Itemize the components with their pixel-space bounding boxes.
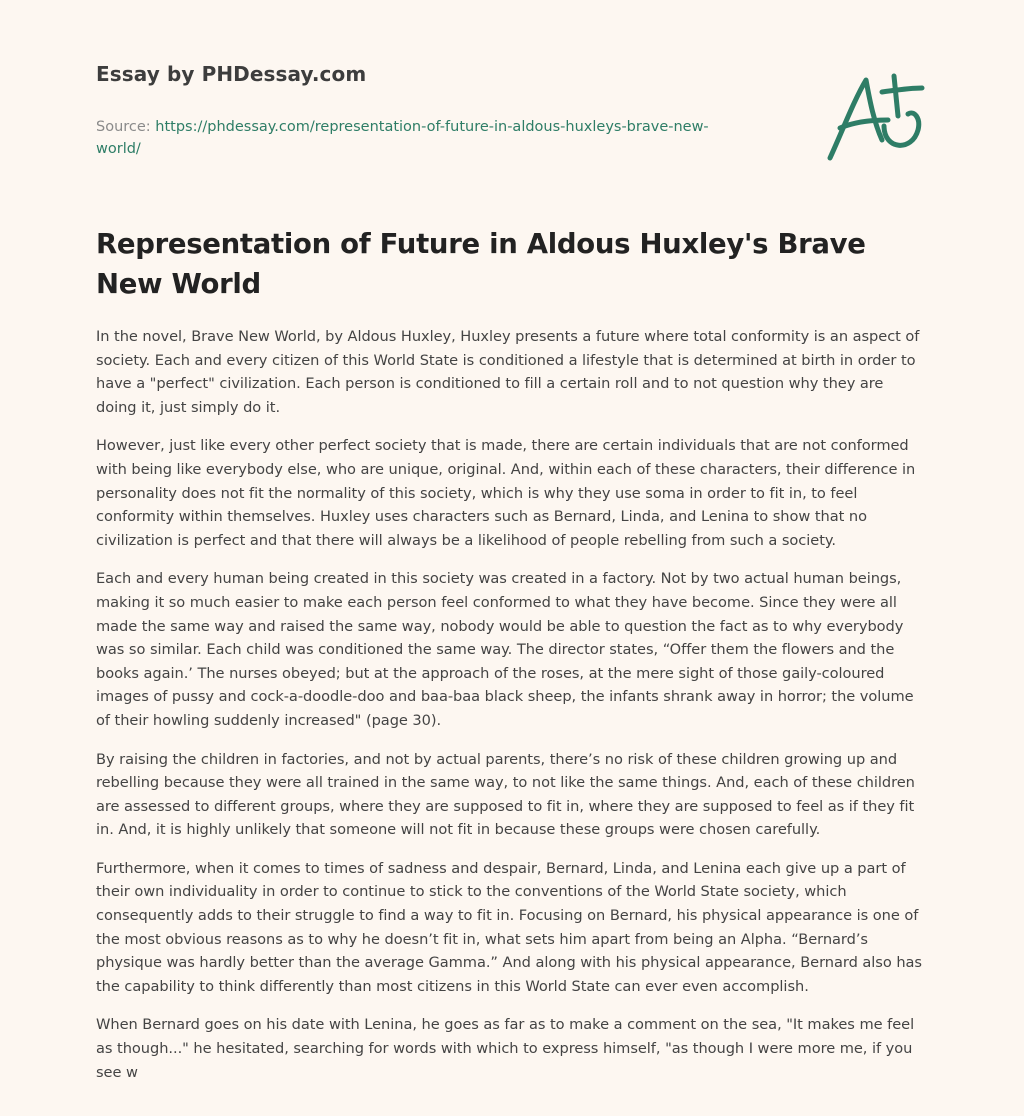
paragraph: Furthermore, when it comes to times of sadness and despair, Bernard, Linda, and Lenina each give up a part of their own individuality in order to continue to stick to the conventions of the World State society, which consequently adds to their struggle to find a way to fit in. Focusing on Bernard, his physical appearance is one of the most obvious reasons as to why he doesn’t fit in, what sets him apart from being an Alpha. “Bernard’s physique was hardly better than the average Gamma.” And along with his physical appearance, Bernard also has the capability to think differently than most citizens in this World State can ever even accomplish. [96,859,922,995]
paragraph: By raising the children in factories, and not by actual parents, there’s no risk of these children growing up and rebelling because they were all trained in the same way, to not like the same things. And, each of these children are assessed to different groups, where they are supposed to fit in, where they are supposed to feel as if they fit in. And, it is highly unlikely that someone will not fit in because these groups were chosen carefully. [96,750,915,839]
logo-plus-horizontal [882,88,922,92]
site-brand: Essay by PHDessay.com [96,62,367,86]
paragraph: Each and every human being created in this society was created in a factory. Not by two actual human beings, making it so much easier to make each person feel conformed to what they have become. Since they were all made the same way and raised the same way, nobody would be able to question the fact as to why everybody was so similar. Each child was conditioned the same way. The director states, “Offer them the flowers and the books again.’ The nurses obeyed; but at the approach of the roses, at the mere sight of those gaily-coloured images of pussy and cock-a-doodle-doo and baa-baa black sheep, the infants shrank away in horror; the volume of their howling suddenly increased" (page 30). [96,570,914,729]
source-link[interactable]: https://phdessay.com/representation-of-future-in-aldous-huxleys-brave-new-world/ [96,119,709,157]
paragraph: However, just like every other perfect society that is made, there are certain individuals that are not conformed with being like everybody else, who are unique, original. And, within each of these characters, their difference in personality does not fit the normality of this society, which is why they use soma in order to fit in, to feel conformity within themselves. Huxley uses characters such as Bernard, Linda, and Lenina to show that no civilization is perfect and that there will always be a likelihood of people rebelling from such a society. [96,437,916,549]
source-label: Source: [96,119,156,135]
a-plus-logo-icon [818,66,928,166]
logo-plus-vertical [894,76,898,116]
source-line [96,116,736,160]
paragraph: When Bernard goes on his date with Lenina, he goes as far as to make a comment on the sea, "It makes me feel as though..." he hesitated, searching for words with which to express himself, "as though I were more me, if you see w [96,1016,915,1081]
page-header [96,62,736,160]
page-title: Representation of Future in Aldous Huxley's Brave New World [96,228,866,300]
article-body [96,325,928,1099]
paragraph: In the novel, Brave New World, by Aldous Huxley, Huxley presents a future where total conformity is an aspect of society. Each and every citizen of this World State is conditioned a lifestyle that is determined at birth in order to have a "perfect" civilization. Each person is conditioned to fill a certain roll and to not question why they are doing it, just simply do it. [96,328,920,416]
